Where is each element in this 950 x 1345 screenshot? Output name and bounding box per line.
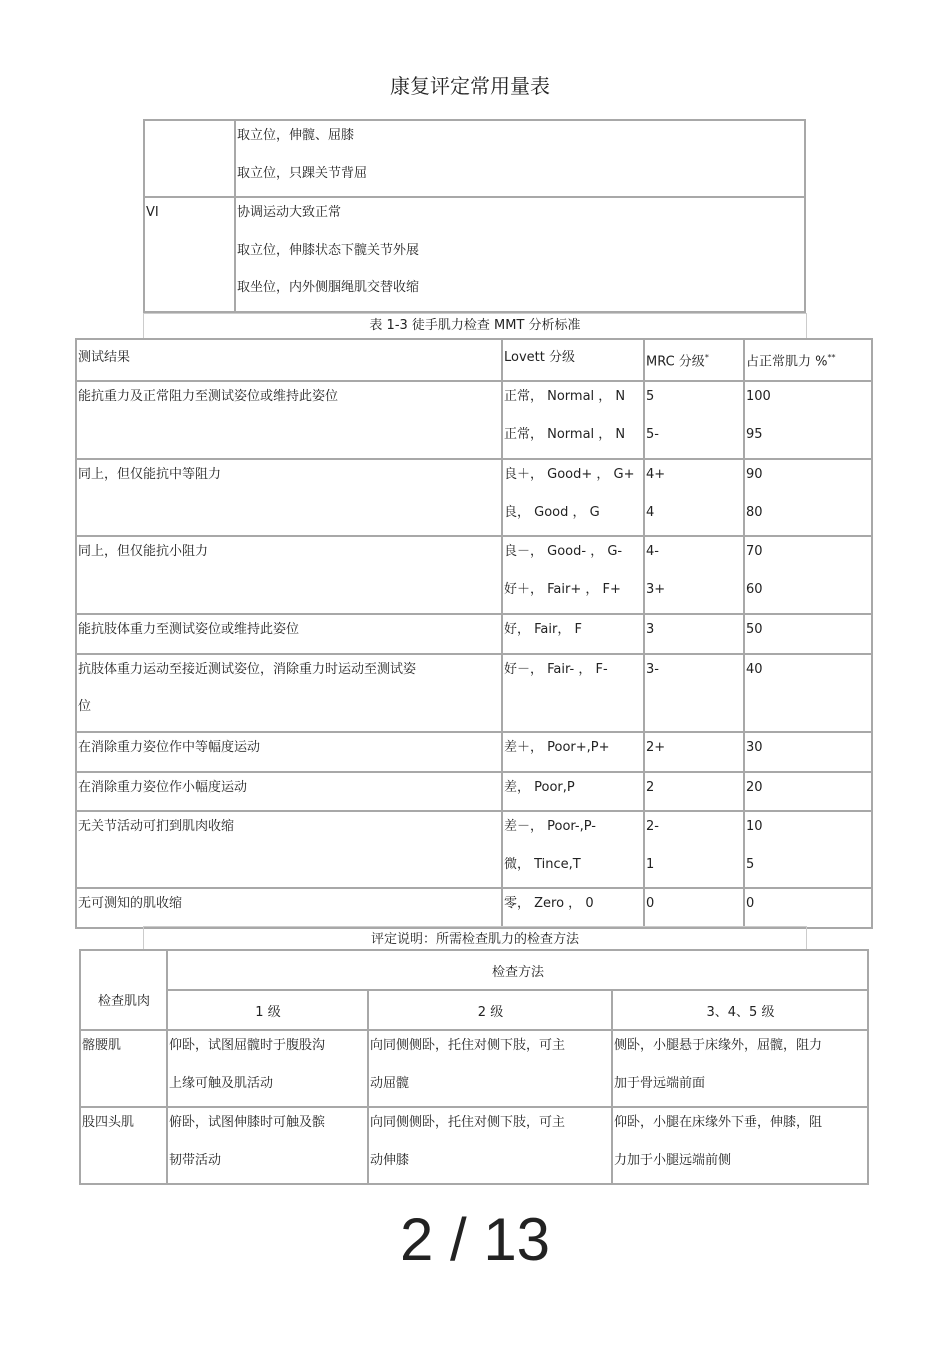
table-row (76, 614, 872, 654)
result-value: 位 (78, 699, 92, 715)
lovett-value: 微， Tince,T (504, 856, 581, 872)
lovett-value: 好＋， Fair+ ， F+ (504, 581, 621, 597)
lovett-value: 良， Good ， G (504, 504, 600, 520)
result-value: 抗肢体重力运动至接近测试姿位，消除重力时运动至测试姿 (78, 661, 417, 677)
method-text: 动伸膝 (370, 1152, 410, 1168)
table-row (76, 732, 872, 772)
method-text: 俯卧，试图伸膝时可触及髌 (169, 1115, 326, 1130)
criteria-item: 取立位，只踝关节背屈 (237, 165, 368, 181)
table-row (76, 772, 872, 812)
mrc-value: 0 (646, 896, 655, 912)
result-value: 无可测知的肌收缩 (78, 896, 183, 912)
muscle-cell (80, 1030, 167, 1107)
column-header (76, 339, 502, 381)
lovett-cell (502, 772, 644, 812)
method-text: 仰卧，试图屈髋时于腹股沟 (169, 1038, 326, 1053)
mrc-cell (644, 888, 744, 928)
muscle-name: 髂腰肌 (82, 1038, 122, 1053)
muscle-header: 检查肌肉 (80, 950, 167, 1030)
pct-value: 60 (746, 581, 763, 597)
method-text: 韧带活动 (169, 1152, 222, 1168)
mrc-cell (644, 732, 744, 772)
lovett-value: 好－， Fair- ， F- (504, 661, 608, 677)
pct-value: 20 (746, 779, 763, 795)
method-cell (167, 1030, 368, 1107)
pct-value: 95 (746, 426, 763, 442)
criteria-item: 取立位，伸髋、屈膝 (237, 128, 355, 143)
mrc-value: 5 (646, 389, 655, 405)
pct-cell (744, 381, 872, 459)
method-text: 侧卧，小腿悬于床缘外，屈髋，阻力 (614, 1038, 823, 1053)
result-value: 同上，但仅能抗小阻力 (78, 544, 209, 560)
pct-value: 40 (746, 661, 763, 677)
pct-cell (744, 732, 872, 772)
method-cell (368, 1107, 612, 1184)
result-value: 能抗肢体重力至测试姿位或维持此姿位 (78, 622, 300, 638)
header-row (76, 339, 872, 381)
lovett-cell (502, 811, 644, 888)
stage-label (146, 121, 234, 159)
level-header: 3、4、5 级 (612, 990, 868, 1030)
mmt-table (75, 338, 873, 929)
lovett-value: 良＋， Good+ ， G+ (504, 467, 635, 483)
muscle-name: 股四头肌 (82, 1115, 135, 1130)
lovett-value: 差－， Poor-,P- (504, 819, 596, 835)
lovett-cell (502, 381, 644, 459)
mrc-cell (644, 459, 744, 536)
result-value: 在消除重力姿位作小幅度运动 (78, 779, 248, 795)
criteria-cell (235, 120, 805, 197)
result-value: 在消除重力姿位作中等幅度运动 (78, 739, 261, 755)
table-row (76, 888, 872, 928)
stage-table (143, 119, 806, 313)
mrc-value: 2- (646, 819, 659, 835)
method-header: 检查方法 (167, 950, 868, 990)
pct-cell (744, 811, 872, 888)
table-row (80, 1107, 868, 1184)
method-table (79, 949, 869, 1185)
table-row (144, 197, 805, 312)
lovett-value: 差＋， Poor+,P+ (504, 739, 610, 755)
table-row (144, 120, 805, 197)
result-value: 同上，但仅能抗中等阻力 (78, 467, 222, 483)
level-header: 1 级 (167, 990, 368, 1030)
criteria-item: 取立位，伸膝状态下髋关节外展 (237, 242, 420, 258)
column-header (502, 339, 644, 381)
stage-label: VI (146, 205, 159, 220)
lovett-value: 差， Poor,P (504, 779, 575, 795)
result-cell (76, 772, 502, 812)
header-label: MRC 分级 (646, 354, 705, 370)
mrc-value: 4 (646, 504, 655, 520)
result-cell (76, 888, 502, 928)
mrc-value: 2+ (646, 739, 666, 755)
criteria-item: 取坐位，内外侧腘绳肌交替收缩 (237, 280, 420, 295)
mrc-value: 3 (646, 622, 655, 638)
result-cell (76, 381, 502, 459)
level-row (80, 990, 868, 1030)
result-cell (76, 732, 502, 772)
mrc-value: 5- (646, 426, 659, 442)
result-value: 无关节活动可扪到肌肉收缩 (78, 819, 235, 835)
mrc-value: 1 (646, 856, 655, 872)
method-text: 向同侧侧卧，托住对侧下肢，可主 (370, 1115, 566, 1130)
method-cell (612, 1030, 868, 1107)
method-cell (368, 1030, 612, 1107)
table-row (80, 1030, 868, 1107)
lovett-cell (502, 614, 644, 654)
mrc-cell (644, 772, 744, 812)
muscle-cell (80, 1107, 167, 1184)
page-number: 2 / 13 (399, 1206, 551, 1273)
mmt-table-caption: 表 1-3 徒手肌力检查 MMT 分析标准 (143, 313, 807, 339)
mrc-value: 3- (646, 661, 659, 677)
criteria-item: 协调运动大致正常 (237, 205, 342, 220)
lovett-cell (502, 654, 644, 732)
column-header (744, 339, 872, 381)
pct-cell (744, 654, 872, 732)
pct-cell (744, 536, 872, 614)
lovett-value: 正常， Normal ， N (504, 389, 626, 405)
lovett-value: 零， Zero ， 0 (504, 896, 594, 912)
stage-cell (144, 120, 235, 197)
lovett-value: 良－， Good- ， G- (504, 544, 623, 560)
pct-value: 90 (746, 467, 763, 483)
lovett-value: 正常， Normal ， N (504, 426, 626, 442)
level-header: 2 级 (368, 990, 612, 1030)
result-cell (76, 459, 502, 536)
table-row (76, 654, 872, 732)
mrc-value: 2 (646, 779, 655, 795)
table-row (76, 381, 872, 459)
method-text: 加于骨远端前面 (614, 1075, 706, 1091)
table-row (76, 811, 872, 888)
method-cell (167, 1107, 368, 1184)
pct-cell (744, 614, 872, 654)
pct-cell (744, 459, 872, 536)
mrc-cell (644, 811, 744, 888)
pct-cell (744, 888, 872, 928)
result-cell (76, 536, 502, 614)
stage-cell (144, 197, 235, 312)
column-header (644, 339, 744, 381)
mrc-cell (644, 654, 744, 732)
method-text: 上缘可触及肌活动 (169, 1075, 274, 1091)
mrc-cell (644, 614, 744, 654)
result-cell (76, 654, 502, 732)
mrc-value: 3+ (646, 581, 666, 597)
mrc-cell (644, 536, 744, 614)
lovett-cell (502, 888, 644, 928)
header-label: 测试结果 (78, 350, 131, 365)
header-label: Lovett 分级 (504, 350, 575, 365)
result-value: 能抗重力及正常阻力至测试姿位或维持此姿位 (78, 389, 339, 405)
method-text: 力加于小腿远端前侧 (614, 1152, 732, 1168)
footnote-mark: ** (827, 353, 836, 362)
result-cell (76, 811, 502, 888)
pct-cell (744, 772, 872, 812)
method-text: 动屈髋 (370, 1075, 410, 1091)
pct-value: 5 (746, 856, 755, 872)
footnote-mark: * (704, 353, 709, 362)
lovett-cell (502, 459, 644, 536)
criteria-cell (235, 197, 805, 312)
pct-value: 70 (746, 544, 763, 560)
pct-value: 30 (746, 739, 763, 755)
pct-value: 80 (746, 504, 763, 520)
method-table-caption: 评定说明：所需检查肌力的检查方法 (143, 926, 807, 951)
header-row (80, 950, 868, 990)
table-row (76, 536, 872, 614)
table-row (76, 459, 872, 536)
pct-value: 0 (746, 896, 755, 912)
pct-value: 50 (746, 622, 763, 638)
method-text: 仰卧，小腿在床缘外下垂，伸膝，阻 (614, 1115, 823, 1130)
mrc-cell (644, 381, 744, 459)
lovett-cell (502, 536, 644, 614)
pct-value: 100 (746, 389, 771, 405)
mrc-value: 4- (646, 544, 659, 560)
result-cell (76, 614, 502, 654)
method-cell (612, 1107, 868, 1184)
pct-value: 10 (746, 819, 763, 835)
mrc-value: 4+ (646, 467, 666, 483)
lovett-value: 好， Fair， F (504, 622, 582, 638)
method-text: 向同侧侧卧，托住对侧下肢，可主 (370, 1038, 566, 1053)
header-label: 占正常肌力 % (746, 354, 828, 370)
lovett-cell (502, 732, 644, 772)
document-title: 康复评定常用量表 (390, 74, 550, 98)
